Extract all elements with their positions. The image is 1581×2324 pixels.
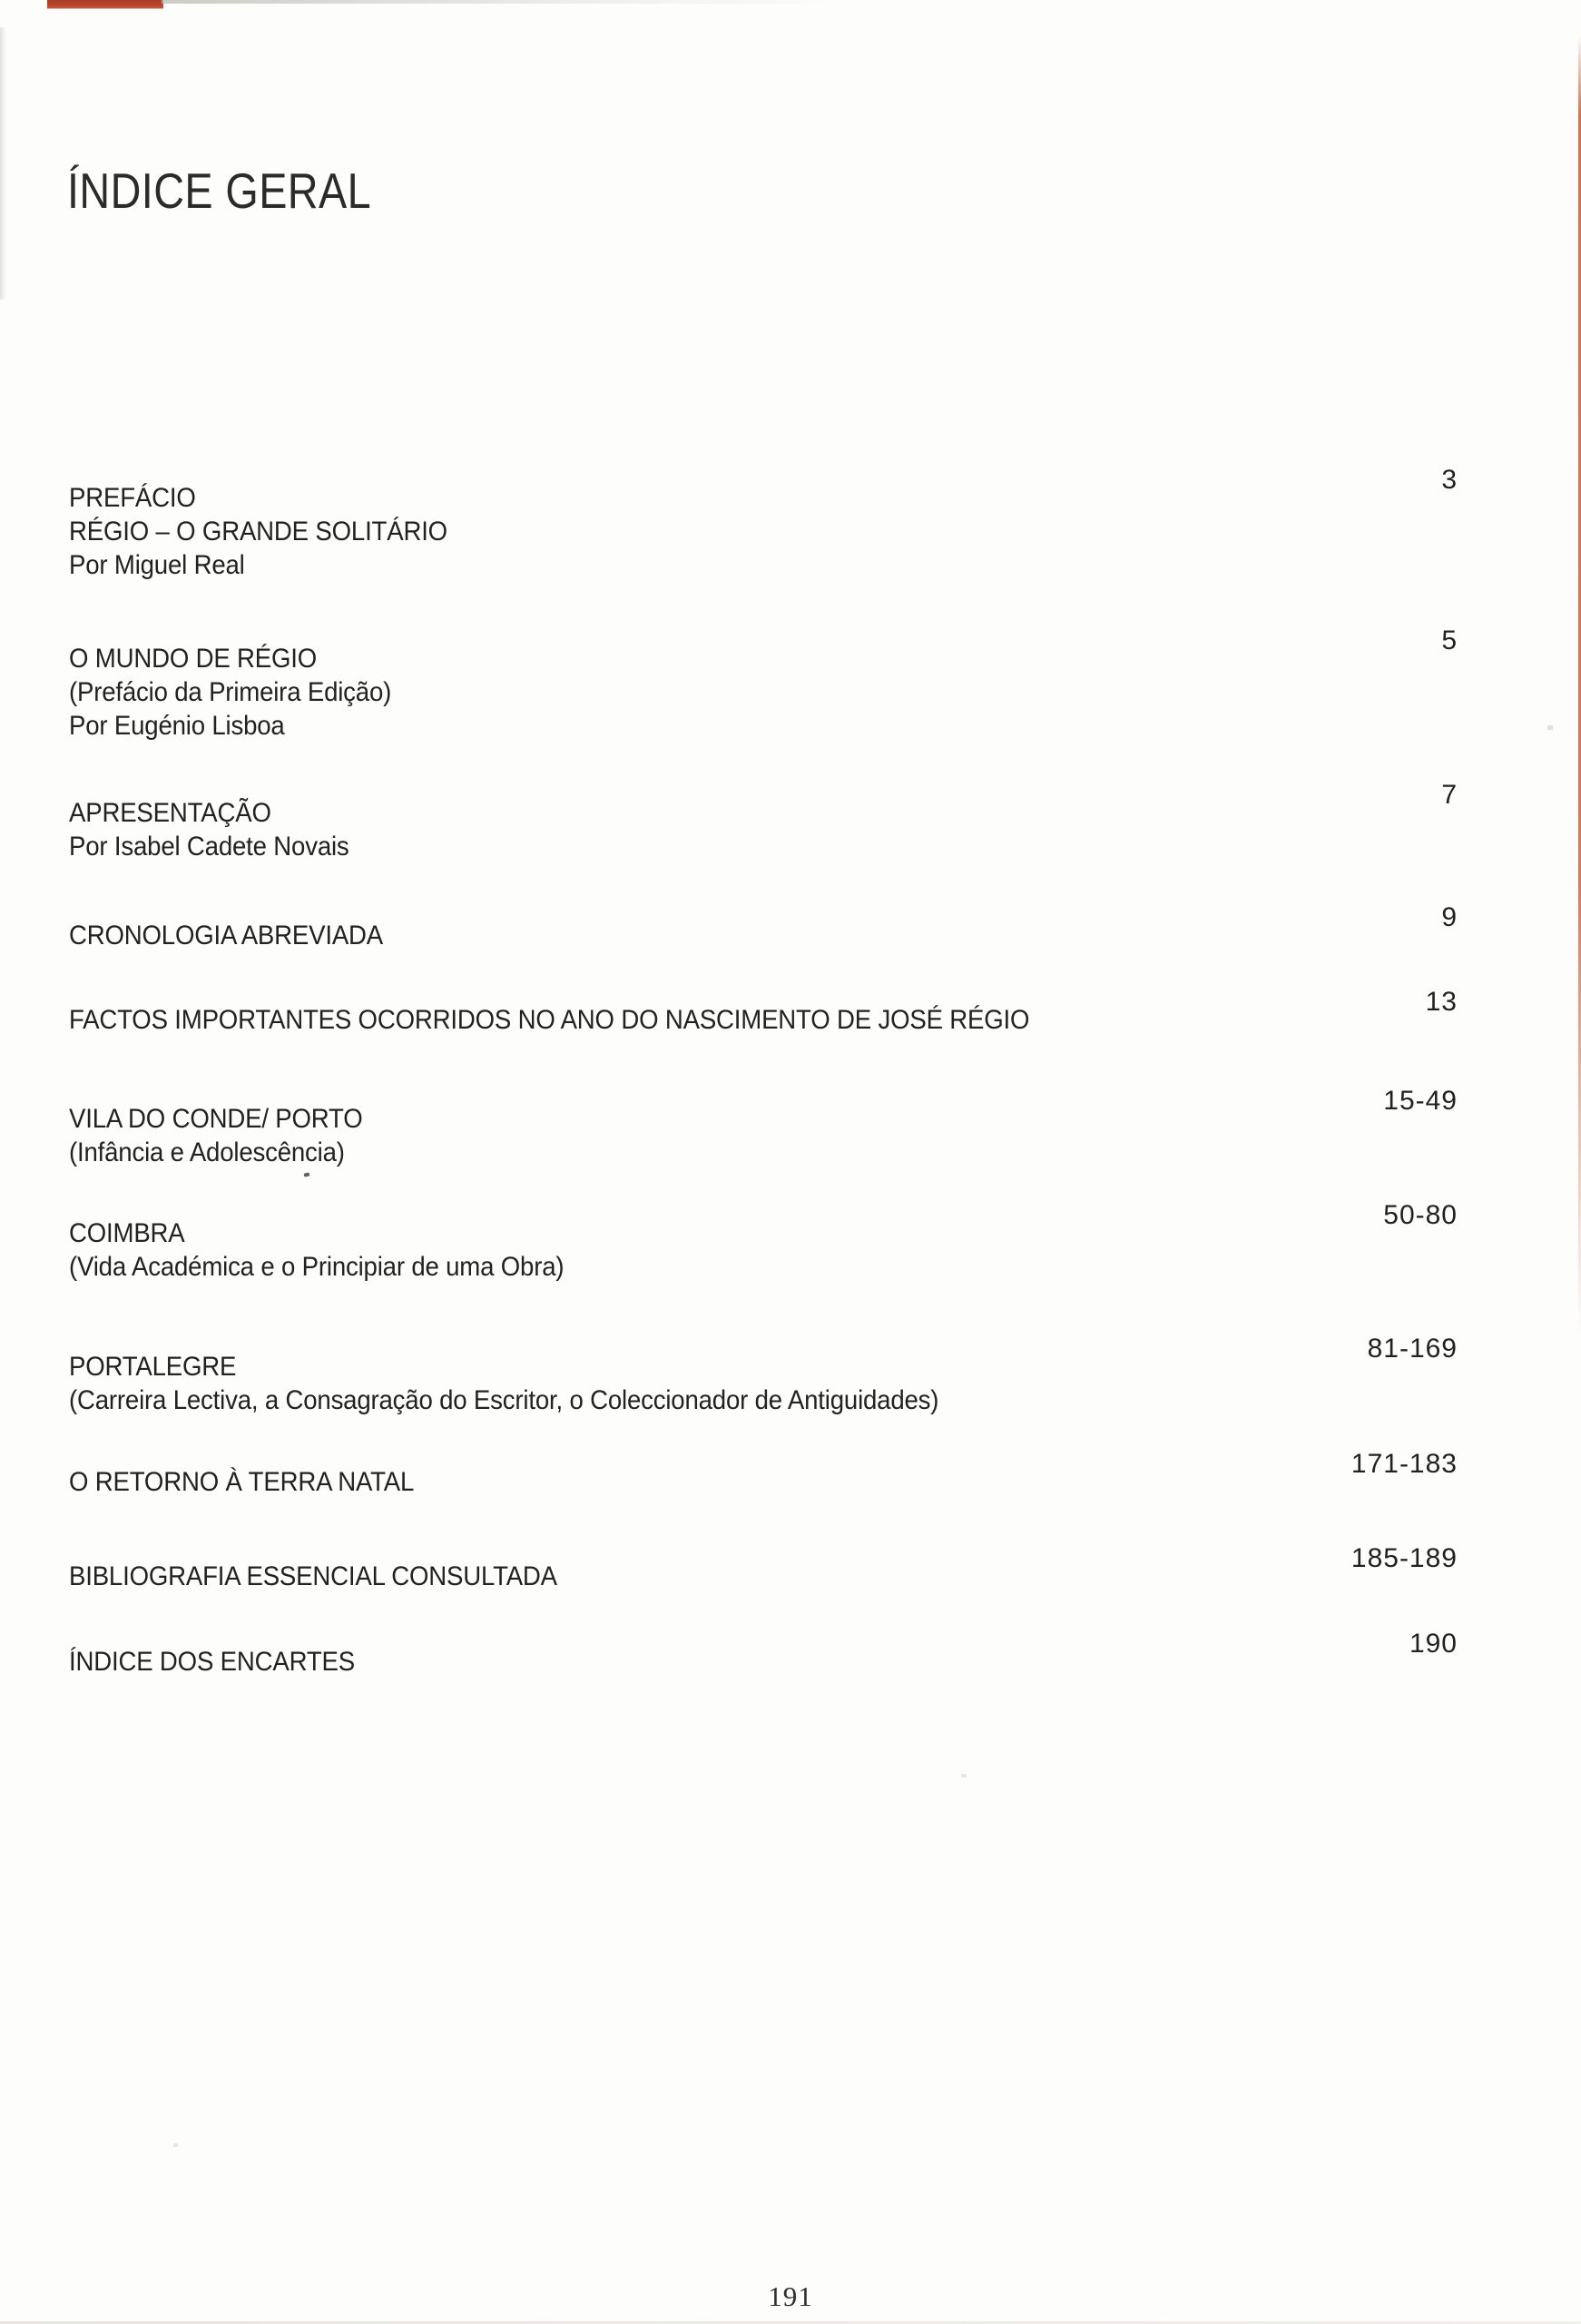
toc-entry-title: COIMBRA bbox=[69, 1218, 185, 1248]
scan-top-edge-line bbox=[162, 0, 838, 4]
toc-entry-page-number: 15-49 bbox=[1383, 1086, 1458, 1116]
toc-entry-title: BIBLIOGRAFIA ESSENCIAL CONSULTADA bbox=[69, 1561, 557, 1591]
toc-entry-author: Por Eugénio Lisboa bbox=[69, 711, 285, 741]
toc-entry-title: CRONOLOGIA ABREVIADA bbox=[69, 921, 384, 950]
toc-entry bbox=[69, 1086, 1458, 1169]
toc-entry bbox=[69, 1449, 1458, 1499]
toc-entry-page-number: 190 bbox=[1409, 1629, 1458, 1659]
scan-spine-bar bbox=[47, 0, 163, 9]
toc-entry-page-number: 81-169 bbox=[1367, 1334, 1458, 1364]
toc-entry-page-number: 9 bbox=[1441, 902, 1458, 932]
toc-entry-title: PREFÁCIO bbox=[69, 483, 196, 513]
toc-entry-subtitle: RÉGIO – O GRANDE SOLITÁRIO bbox=[69, 517, 447, 547]
toc-entry-author: Por Isabel Cadete Novais bbox=[69, 832, 349, 862]
toc-entry-title: FACTOS IMPORTANTES OCORRIDOS NO ANO DO NASCIMENTO DE JOSÉ RÉGIO bbox=[69, 1005, 1030, 1035]
toc-entry bbox=[69, 465, 1458, 582]
toc-entry-page-number: 3 bbox=[1441, 465, 1458, 495]
scan-speck bbox=[1547, 725, 1553, 730]
toc-entry-author: Por Miguel Real bbox=[69, 550, 245, 580]
toc-entry-title: O MUNDO DE RÉGIO bbox=[69, 644, 318, 674]
scan-speck bbox=[173, 2143, 178, 2147]
toc-entry-subtitle: (Vida Académica e o Principiar de uma Obra) bbox=[69, 1252, 565, 1282]
toc-entry-title: PORTALEGRE bbox=[69, 1352, 237, 1382]
toc-entry bbox=[69, 1543, 1458, 1593]
toc-entry-title: APRESENTAÇÃO bbox=[69, 798, 271, 828]
toc-entry bbox=[69, 987, 1458, 1037]
toc-entry bbox=[69, 1629, 1458, 1679]
scan-speck bbox=[961, 1774, 967, 1777]
toc-entry-page-number: 185-189 bbox=[1350, 1543, 1458, 1573]
scan-left-edge-shade bbox=[0, 27, 6, 300]
toc-entry-title: ÍNDICE DOS ENCARTES bbox=[69, 1647, 355, 1677]
toc-entry-page-number: 7 bbox=[1441, 780, 1458, 810]
toc-entry bbox=[69, 1200, 1458, 1284]
toc-entry-subtitle: (Prefácio da Primeira Edição) bbox=[69, 677, 392, 707]
toc-entry-title: VILA DO CONDE/ PORTO bbox=[69, 1104, 363, 1134]
toc-entry-page-number: 50-80 bbox=[1383, 1200, 1458, 1230]
toc-entry-page-number: 171-183 bbox=[1350, 1449, 1458, 1479]
page-title: ÍNDICE GERAL bbox=[67, 162, 372, 219]
toc-entry-subtitle: (Carreira Lectiva, a Consagração do Escritor, o Coleccionador de Antiguidades) bbox=[69, 1385, 939, 1415]
toc-entry bbox=[69, 1334, 1458, 1417]
scan-speck bbox=[304, 1172, 310, 1177]
toc-entry-title: O RETORNO À TERRA NATAL bbox=[69, 1467, 415, 1497]
toc-entry bbox=[69, 625, 1458, 743]
toc-entry-page-number: 5 bbox=[1441, 625, 1458, 655]
toc-entry-page-number: 13 bbox=[1425, 987, 1458, 1017]
folio-page-number: 191 bbox=[768, 2280, 813, 2312]
toc-entry bbox=[69, 780, 1458, 863]
toc-entry bbox=[69, 902, 1458, 952]
toc-entry-subtitle: (Infância e Adolescência) bbox=[69, 1137, 345, 1167]
